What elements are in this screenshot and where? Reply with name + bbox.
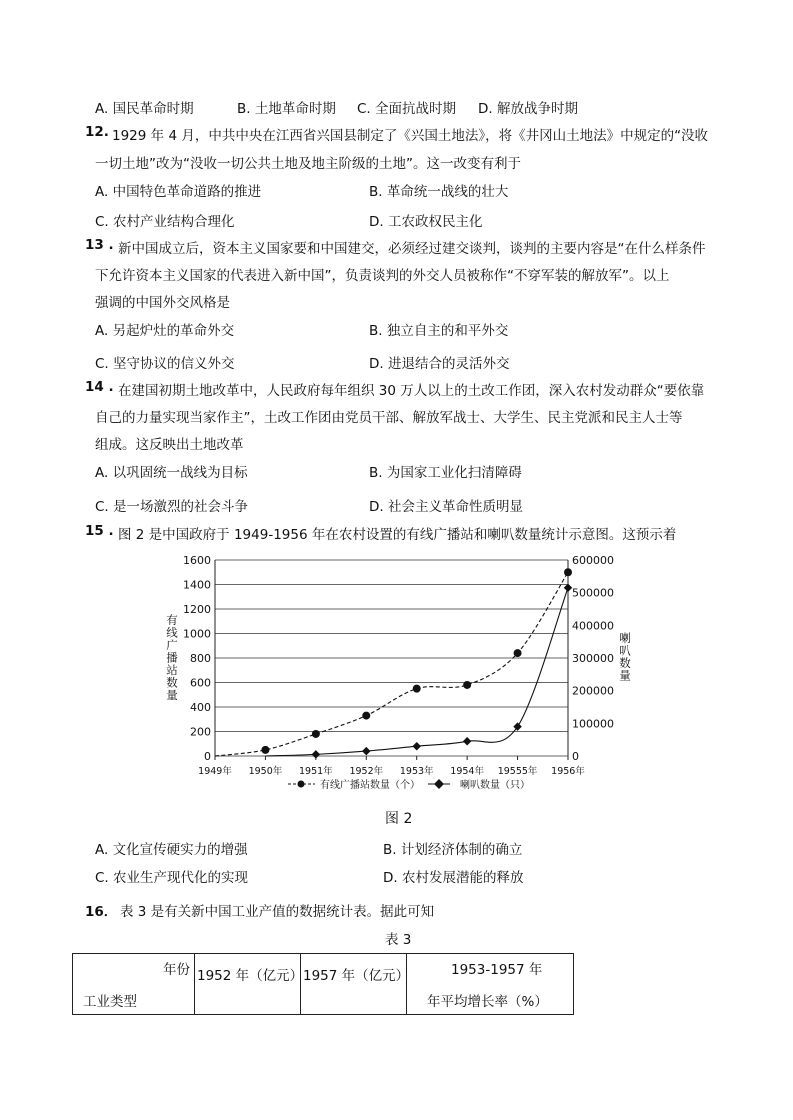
speaker-point xyxy=(513,722,521,730)
q11-option-b: B. 土地革命时期 xyxy=(237,101,336,117)
right-tick-label: 600000 xyxy=(572,554,614,567)
station-point xyxy=(564,568,572,576)
station-point xyxy=(362,712,370,720)
q13-stem-line1: 新中国成立后，资本主义国家要和中国建交，必须经过建交谈判，谈判的主要内容是“在什么样条件 xyxy=(118,241,706,257)
q13-stem-line2: 下允许资本主义国家的代表进入新中国”，负责谈判的外交人员被称作“不穿军装的解放军”。以上 xyxy=(95,268,670,284)
table3-header-growth xyxy=(407,954,574,1015)
left-tick-label: 1000 xyxy=(183,627,211,641)
q14-option-b: B. 为国家工业化扫清障碍 xyxy=(369,465,522,481)
q14-number: 14 . xyxy=(85,379,114,395)
table3-growth-line2: 年平均增长率（%） xyxy=(427,994,548,1010)
q14-stem-line3: 组成。这反映出土地改革 xyxy=(95,437,244,453)
q14-stem-line2: 自己的力量实现当家作主”，土改工作团由党员干部、解放军战士、大学生、民主党派和民主人士等 xyxy=(95,410,683,426)
q12-number: 12. xyxy=(85,124,109,140)
speaker-point xyxy=(412,742,420,750)
table3-growth-line1: 1953-1957 年 xyxy=(451,962,543,978)
series-lines xyxy=(215,572,568,756)
q12-option-a: A. 中国特色革命道路的推进 xyxy=(95,184,262,200)
q11-option-d: D. 解放战争时期 xyxy=(478,101,578,117)
right-tick-label: 500000 xyxy=(572,586,614,600)
left-tick-label: 0 xyxy=(204,750,211,763)
right-tick-label: 200000 xyxy=(572,684,614,698)
station-point xyxy=(413,685,421,693)
legend-label-speakers: 喇叭数量（只） xyxy=(460,780,530,791)
x-tick-label: 1952年 xyxy=(349,766,384,777)
table3-caption: 表 3 xyxy=(385,932,412,948)
q15-number: 15 . xyxy=(85,523,114,539)
left-axis-label: 有线广播站数量 xyxy=(166,613,178,702)
q13-option-b: B. 独立自主的和平外交 xyxy=(369,323,509,339)
series-line-stations xyxy=(215,572,568,756)
table3-header-1952: 1952 年（亿元） xyxy=(195,954,301,1015)
table3-corner-top: 年份 xyxy=(163,962,190,978)
legend-marker-speakers xyxy=(434,779,444,789)
q13-number: 13 . xyxy=(85,237,114,253)
q15-stem: 图 2 是中国政府于 1949-1956 年在农村设置的有线广播站和喇叭数量统计示意图。这预示着 xyxy=(118,527,677,543)
series-markers xyxy=(261,568,572,758)
station-point xyxy=(312,730,320,738)
station-point xyxy=(261,746,269,754)
x-tick-label: 1953年 xyxy=(399,766,434,777)
station-point xyxy=(514,649,522,657)
q14-option-a: A. 以巩固统一战线为目标 xyxy=(95,465,248,481)
legend-label-stations: 有线广播站数量（个） xyxy=(320,780,420,791)
speaker-point xyxy=(463,737,471,745)
x-tick-label: 19555年 xyxy=(497,766,538,777)
q11-option-c: C. 全面抗战时期 xyxy=(357,101,457,117)
left-tick-label: 200 xyxy=(190,725,211,739)
speaker-point xyxy=(312,750,320,758)
right-tick-label: 400000 xyxy=(572,619,614,633)
left-tick-label: 1200 xyxy=(183,603,211,616)
right-axis-label: 喇叭数量 xyxy=(619,631,631,683)
x-tick-label: 1956年 xyxy=(551,766,585,777)
q14-option-d: D. 社会主义革命性质明显 xyxy=(369,499,523,515)
left-tick-label: 800 xyxy=(190,652,211,665)
left-axis-ticks xyxy=(183,554,211,763)
q15-option-d: D. 农村发展潜能的释放 xyxy=(383,870,524,886)
table3-corner-bottom: 工业类型 xyxy=(83,994,137,1010)
q16-number: 16． xyxy=(85,904,118,920)
right-tick-label: 300000 xyxy=(572,652,614,665)
q13-option-a: A. 另起炉灶的革命外交 xyxy=(95,323,235,339)
q12-option-b: B. 革命统一战线的壮大 xyxy=(369,184,509,200)
x-tick-label: 1951年 xyxy=(299,766,333,777)
q13-option-c: C. 坚守协议的信义外交 xyxy=(95,356,235,372)
q15-option-b: B. 计划经济体制的确立 xyxy=(383,842,523,858)
figure2-caption: 图 2 xyxy=(385,811,413,827)
q12-stem-line1: 1929 年 4 月，中共中央在江西省兴国县制定了《兴国土地法》，将《井冈山土地法》中规定的“没收 xyxy=(112,128,709,144)
table3-corner-cell xyxy=(73,954,195,1015)
station-point xyxy=(463,681,471,689)
chart-legend xyxy=(288,778,530,791)
q16-stem: 表 3 是有关新中国工业产值的数据统计表。据此可知 xyxy=(120,904,435,920)
left-tick-label: 1400 xyxy=(183,578,211,592)
x-tick-label: 1954年 xyxy=(450,766,484,777)
q14-stem-line1: 在建国初期土地改革中，人民政府每年组织 30 万人以上的土改工作团，深入农村发动群众“要依靠 xyxy=(118,383,705,399)
q13-option-d: D. 进退结合的灵活外交 xyxy=(369,356,510,372)
left-tick-label: 1600 xyxy=(183,554,211,567)
x-tick-label: 1950年 xyxy=(248,766,283,777)
q11-option-a: A. 国民革命时期 xyxy=(95,101,194,117)
right-tick-label: 100000 xyxy=(572,717,614,731)
table3-header-1957: 1957 年（亿元） xyxy=(301,954,407,1015)
speaker-point xyxy=(362,747,370,755)
right-axis-ticks xyxy=(572,554,614,763)
q14-option-c: C. 是一场激烈的社会斗争 xyxy=(95,499,249,515)
left-tick-label: 600 xyxy=(190,676,211,690)
q12-option-d: D. 工农政权民主化 xyxy=(369,214,483,230)
q12-stem-line2: 一切土地”改为“没收一切公共土地及地主阶级的土地”。这一改变有利于 xyxy=(95,156,521,172)
table3 xyxy=(72,953,574,1015)
x-tick-label: 1949年 xyxy=(198,766,232,777)
x-axis-ticks xyxy=(198,756,585,777)
q15-option-c: C. 农业生产现代化的实现 xyxy=(95,870,249,886)
q12-option-c: C. 农村产业结构合理化 xyxy=(95,214,235,230)
legend-marker-stations xyxy=(298,781,305,788)
q15-option-a: A. 文化宣传硬实力的增强 xyxy=(95,842,248,858)
q13-stem-line3: 强调的中国外交风格是 xyxy=(95,295,230,311)
left-tick-label: 400 xyxy=(190,701,211,714)
series-line-speakers xyxy=(265,588,568,756)
figure2-chart xyxy=(160,552,640,797)
right-tick-label: 0 xyxy=(572,750,579,763)
